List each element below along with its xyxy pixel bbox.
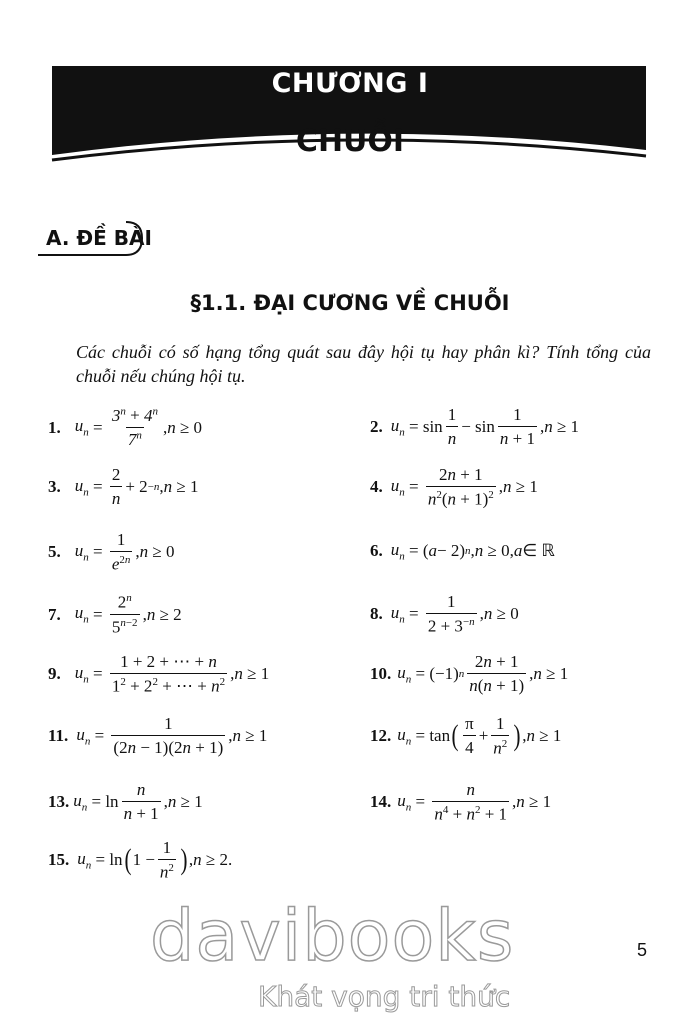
- exercise-14: 14. $u_n$ = n $n^4 + n^2 + 1$ , n ≥ 1: [370, 780, 552, 824]
- exercise-13: 13. $u_n$ = ln n n + 1 , n ≥ 1: [48, 780, 203, 823]
- exercise-15: 15. $u_n$ = ln ( 1 − 1 $n^2$ ) , n ≥ 2.: [48, 838, 233, 882]
- section-heading: §1.1. ĐẠI CƯƠNG VỀ CHUỖI: [190, 291, 510, 315]
- exercise-8: 8. $u_n$ = 1 $2 + 3^{-n}$ , n ≥ 0: [370, 592, 519, 636]
- exercise-5: 5. $u_n$ = 1 $e^{2n}$ , n ≥ 0: [48, 530, 175, 574]
- exercise-12: 12. $u_n$ = tan ( π 4 + 1 $n^2$ ) , n ≥ 1: [370, 714, 562, 758]
- intro-text: Các chuỗi có số hạng tổng quát sau đây hội tụ hay phân kì? Tính tổng của chuỗi nếu chúng hội tụ.: [76, 342, 651, 386]
- exercise-9: 9. $u_n$ = 1 + 2 + ⋯ + n $1^2 + 2^2$ + ⋯ + $n^2$ , n ≥ 1: [48, 652, 270, 696]
- exercise-1: 1. $u_n$ = $3^n + 4^n$ 7$^n$ , n ≥ 0: [48, 405, 203, 450]
- exercise-4: 4. $u_n$ = 2n + 1 $n^2(n + 1)^2$ , n ≥ 1: [370, 465, 538, 509]
- watermark-brand: davibooks: [150, 895, 515, 977]
- chapter-label: CHƯƠNG I: [271, 68, 429, 99]
- section-label: A. ĐỀ BÀI: [46, 226, 152, 250]
- exercise-7: 7. $u_n$ = 2$^n$ $5^{n-2}$ , n ≥ 2: [48, 592, 182, 637]
- page-number: 5: [637, 940, 648, 960]
- exercise-11: 11. $u_n$ = 1 (2n − 1)(2n + 1) , n ≥ 1: [48, 714, 268, 757]
- chapter-title: CHUỖI: [295, 124, 405, 159]
- exercise-2: 2. $u_n$ = sin 1 n − sin 1 n + 1 , n ≥ 1: [370, 405, 580, 448]
- watermark-slogan: Khát vọng tri thức: [258, 980, 511, 1013]
- exercise-10: 10. $u_n$ = (−1) n 2n + 1 n(n + 1) , n ≥ 1: [370, 652, 569, 695]
- exercise-3: 3. $u_n$ = 2 n + 2 −n , n ≥ 1: [48, 465, 199, 508]
- exercise-6: 6. $u_n$ = ( a − 2) n , n ≥ 0, a ∈ ℝ: [370, 540, 555, 563]
